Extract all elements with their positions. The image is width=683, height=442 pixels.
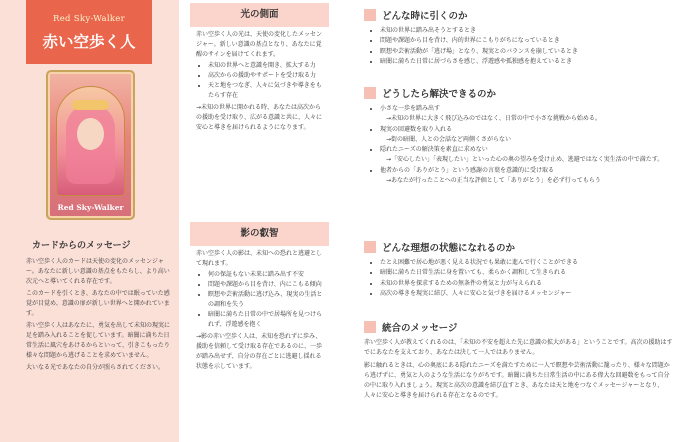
solve-list-subitem: →未知の世界に大きく飛び込みのではなく、日常の中で小さな挑戦から始める。 bbox=[386, 115, 601, 123]
solve-list-item: • 他者からの「ありがとう」という感謝の言葉を意識的に受け取る bbox=[380, 166, 674, 176]
when-list bbox=[364, 26, 674, 67]
section-ideal-heading bbox=[364, 238, 674, 256]
solve-list-item: • 現実の回避数を取り入れる bbox=[380, 125, 674, 135]
solve-list-subitem: →あなたが行ったことへの正当な評価として「ありがとう」を必ず行ってもらう bbox=[386, 177, 601, 185]
shadow-wisdom-box bbox=[190, 222, 329, 440]
card-figure-face bbox=[77, 118, 104, 150]
when-list-item: • 暗闇に満ちた日常に居づらさを感じ、浮遊感や孤独感を抱えているとき bbox=[380, 57, 674, 67]
ideal-list-item: • 暗闇に満ちた日常生活に身を置いても、柔らかく調和して生きられる bbox=[380, 268, 674, 278]
when-list-item: • 未知の世界に踏み出そうとするとき bbox=[380, 26, 674, 36]
ideal-list-item: • たとえ困難で居心地が悪く見える状況でも果敢に進んで行くことができる bbox=[380, 258, 674, 268]
shadow-wisdom-text bbox=[190, 246, 329, 372]
message-paragraph: このカードを引くとき、あなたの中では眠っていた感覚が目覚め、意識の扉が新しい世界へと開かれています。 bbox=[26, 290, 170, 317]
shadow-wisdom-heading: 影の叡智 bbox=[190, 222, 329, 246]
ideal-list bbox=[364, 258, 674, 299]
section-title: 統合のメッセージ bbox=[382, 323, 458, 334]
solve-list-item: • 小さな一歩を踏み出す bbox=[380, 104, 674, 114]
section-ideal bbox=[364, 238, 674, 299]
light-aspect-box bbox=[190, 3, 329, 208]
section-when bbox=[364, 6, 674, 67]
section-integrated-heading bbox=[364, 318, 674, 336]
square-bullet-icon bbox=[364, 241, 376, 253]
message-paragraph: 赤い空歩く人はあなたに、勇気を出して未知の現実に足を踏み入れることを促しています。暗闇に満ちた日常生活に風穴をあけるからといって、引きこもったり様々な問題から逃げることを求めていません。 bbox=[26, 322, 171, 359]
section-solve bbox=[364, 84, 674, 186]
shadow-intro: 赤い空歩く人の影は、未知への恐れと逃避として現れます。 bbox=[196, 250, 323, 267]
square-bullet-icon bbox=[364, 9, 376, 21]
section-title: どんな理想の状態になれるのか bbox=[382, 243, 516, 254]
square-bullet-icon bbox=[364, 321, 376, 333]
light-list-item: • 高次からの援助やサポートを受け取る力 bbox=[208, 71, 323, 81]
shadow-list-item: • 瞑想や芸術活動に逃げ込み、現実の生活との調和を失う bbox=[208, 290, 323, 310]
section-title: どんな時に引くのか bbox=[382, 11, 468, 22]
ideal-list-item: • 未知の世界を探求するための無条件の勇気と力が与えられる bbox=[380, 279, 674, 289]
card-label: Red Sky-Walker bbox=[57, 203, 124, 212]
section-when-heading bbox=[364, 6, 674, 24]
section-solve-heading bbox=[364, 84, 674, 102]
section-title: どうしたら解決できるのか bbox=[382, 89, 497, 100]
shadow-list-item: • 暗闇に満ちた日常の中で居場所を見つけられず、浮遊感を抱く bbox=[208, 310, 323, 330]
message-paragraph: 赤い空歩く人のカードは天使の変化のメッセンジャー。あなたに新しい意識の基点をもたらし、より高い次元へと導いてくれる存在です。 bbox=[26, 258, 170, 285]
message-heading: カードからのメッセージ bbox=[32, 241, 131, 251]
integrated-paragraph: 赤い空歩く人が教えてくれるのは、「未知の不安を超えた先に意識の拡大がある」ということです。高次の援助はすでにあなたを支えており、あなたは決して一人ではありません。 bbox=[364, 339, 673, 357]
light-list-item: • 未知の世界へと意識を開き、拡大する力 bbox=[208, 61, 323, 71]
section-integrated bbox=[364, 318, 674, 402]
solve-list-subitem: →「安心したい」「表現したい」といった心の奥の望みを受け止め、逃避ではなく実生活の中で満たす。 bbox=[386, 156, 664, 164]
shadow-list bbox=[196, 270, 323, 330]
solve-list-item: • 隠れたニーズの解決策を素直に求めない bbox=[380, 145, 674, 155]
shadow-list-item: • 何の保証もない未来に踏み出す不安 bbox=[208, 270, 323, 280]
solve-list-subitem: →街の暗闇、人との会話など両側くさがらない bbox=[386, 135, 512, 143]
light-aspect-heading: 光の側面 bbox=[190, 3, 329, 27]
when-list-item: • 問題や課題から目を背け、内的世界にこもりがちになっているとき bbox=[380, 36, 674, 46]
when-list-item: • 瞑想や芸術活動が「逃げ場」となり、現実とのバランスを崩しているとき bbox=[380, 47, 674, 57]
message-paragraph: 大いなる光であなたの自分が照らされてください。 bbox=[26, 364, 165, 371]
title-banner bbox=[26, 0, 152, 64]
light-intro: 赤い空歩く人の光は、天使の変化したメッセンジャー。新しい意識の基点となり、あなたに覚醒のサインを届けてくれます。 bbox=[196, 31, 323, 58]
square-bullet-icon bbox=[364, 87, 376, 99]
ideal-list-item: • 高次の導きを現実に結び、人々に安心と気づきを届けるメッセンジャー bbox=[380, 289, 674, 299]
light-list bbox=[196, 61, 323, 101]
light-list-item: • 天と地をつなぎ、人々に気づきや導きをもたらす存在 bbox=[208, 81, 323, 101]
card-flower-crown bbox=[72, 100, 109, 110]
light-aspect-text bbox=[190, 27, 329, 133]
light-outro: →未知の世界に開かれる時、あなたは高次からの援助を受け取り、広がる意識と共に、人々に安心と導きを届けられるようになります。 bbox=[196, 104, 323, 131]
integrated-paragraph: 影に触れるときは、心の奥底にある隠れたニーズを満たすために一人で瞑想や芸術活動に籠ったり、様々な問題から逃げずに、勇気と人のような生活になりがちです。暗闇に満ちた日常生活の中にある偉大な回避数をもって自分の中に取り入れましょう。現実と高次の意識を結び直すとき、あなたは天と地をつなぐメッセージャーとなり、人々に安心と導きを届けられる存在となるのです。 bbox=[364, 361, 670, 400]
title-japanese: 赤い空歩く人 bbox=[42, 33, 136, 51]
title-english: Red Sky-Walker bbox=[53, 14, 125, 24]
shadow-list-item: • 問題や課題から目を背け、内にこもる傾向 bbox=[208, 280, 323, 290]
card-image bbox=[46, 70, 135, 220]
message-body bbox=[26, 257, 172, 375]
solve-list bbox=[364, 104, 674, 186]
shadow-outro: →影の赤い空歩く人は、未知を恐れずに歩み、援助を信頼して受け取る存在であるのに、一歩が踏み出せず、自分の存在ごとに逃避し揺れる状態を示しています。 bbox=[196, 333, 323, 370]
left-panel bbox=[0, 0, 179, 442]
